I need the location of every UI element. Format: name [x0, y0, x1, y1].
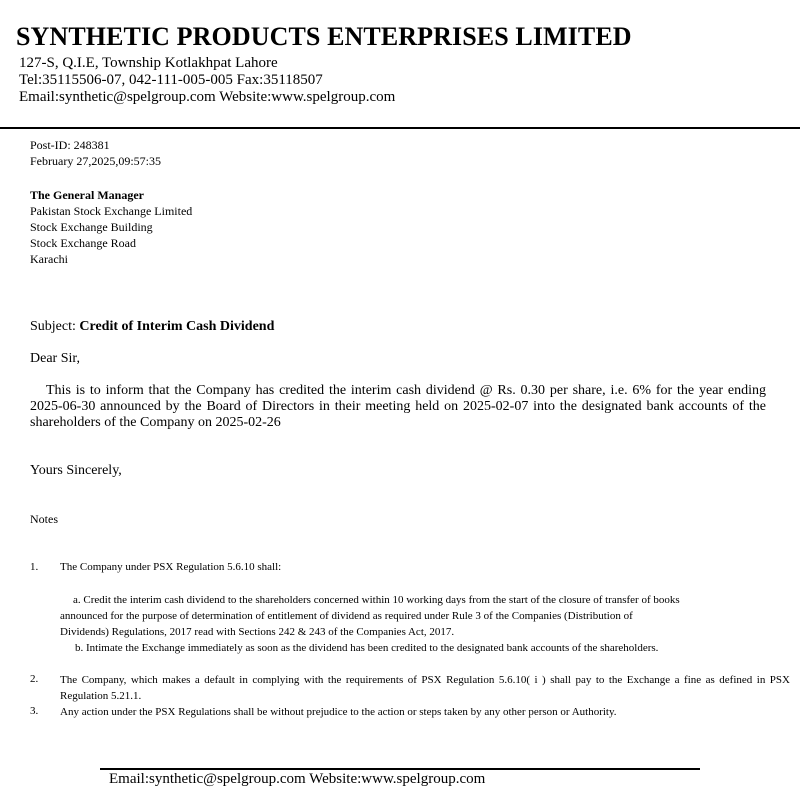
recipient-title: The General Manager — [30, 188, 144, 202]
note-text-1: The Company under PSX Regulation 5.6.10 shall: — [60, 561, 282, 573]
recipient-line-1: Pakistan Stock Exchange Limited — [30, 204, 193, 218]
note-number-3: 3. — [30, 705, 39, 717]
body-text: This is to inform that the Company has credited the interim cash dividend @ Rs. 0.30 per share, i.e. 6% for the year ending 2025-06-30 announced by the Board of Directors in their meeting held on 2025-02-07 into the designated bank accounts of the shareholders of the Company on 2025-02-26 — [30, 383, 766, 430]
notes-heading: Notes — [30, 512, 58, 526]
note-1-sub-a-line-2: announced for the purpose of determination of entitlement of dividend as required under Rule 3 of the Companies (Distribution of — [60, 610, 633, 622]
footer-email-website: Email:synthetic@spelgroup.com Website:www.spelgroup.com — [109, 771, 486, 787]
recipient-line-3: Stock Exchange Road — [30, 236, 136, 250]
company-email-website: Email:synthetic@spelgroup.com Website:www.spelgroup.com — [19, 89, 396, 105]
footer-divider — [100, 768, 700, 770]
note-text-2: The Company, which makes a default in complying with the requirements of PSX Regulation 5.6.10( i ) shall pay to the Exchange a fine as defined in PSX Regulation 5.21.1. — [60, 674, 790, 702]
note-number-2: 2. — [30, 673, 39, 685]
company-address: 127-S, Q.I.E, Township Kotlakhpat Lahore — [19, 55, 278, 71]
header-divider — [0, 127, 800, 129]
note-1-sub-b: b. Intimate the Exchange immediately as soon as the dividend has been credited to the designated bank accounts of the shareholders. — [75, 642, 659, 654]
subject-label: Subject: — [30, 319, 80, 334]
subject-text: Credit of Interim Cash Dividend — [79, 319, 275, 334]
body-paragraph — [30, 383, 766, 431]
company-name: SYNTHETIC PRODUCTS ENTERPRISES LIMITED — [16, 22, 632, 51]
company-phone-fax: Tel:35115506-07, 042-111-005-005 Fax:35118507 — [19, 72, 323, 88]
note-number-1: 1. — [30, 561, 39, 573]
post-datetime: February 27,2025,09:57:35 — [30, 154, 161, 168]
recipient-line-2: Stock Exchange Building — [30, 220, 153, 234]
note-text-3: Any action under the PSX Regulations shall be without prejudice to the action or steps taken by any other person or Authority. — [60, 706, 617, 718]
recipient-line-4: Karachi — [30, 252, 68, 266]
post-id: Post-ID: 248381 — [30, 138, 110, 152]
note-1-sub-a-line-3: Dividends) Regulations, 2017 read with Sections 242 & 243 of the Companies Act, 2017. — [60, 626, 455, 638]
closing: Yours Sincerely, — [30, 463, 122, 478]
subject-line — [30, 319, 274, 335]
salutation: Dear Sir, — [30, 351, 80, 366]
note-1-sub-a: a. Credit the interim cash dividend to the shareholders concerned within 10 working days from the start of the closure of transfer of books — [73, 594, 680, 606]
